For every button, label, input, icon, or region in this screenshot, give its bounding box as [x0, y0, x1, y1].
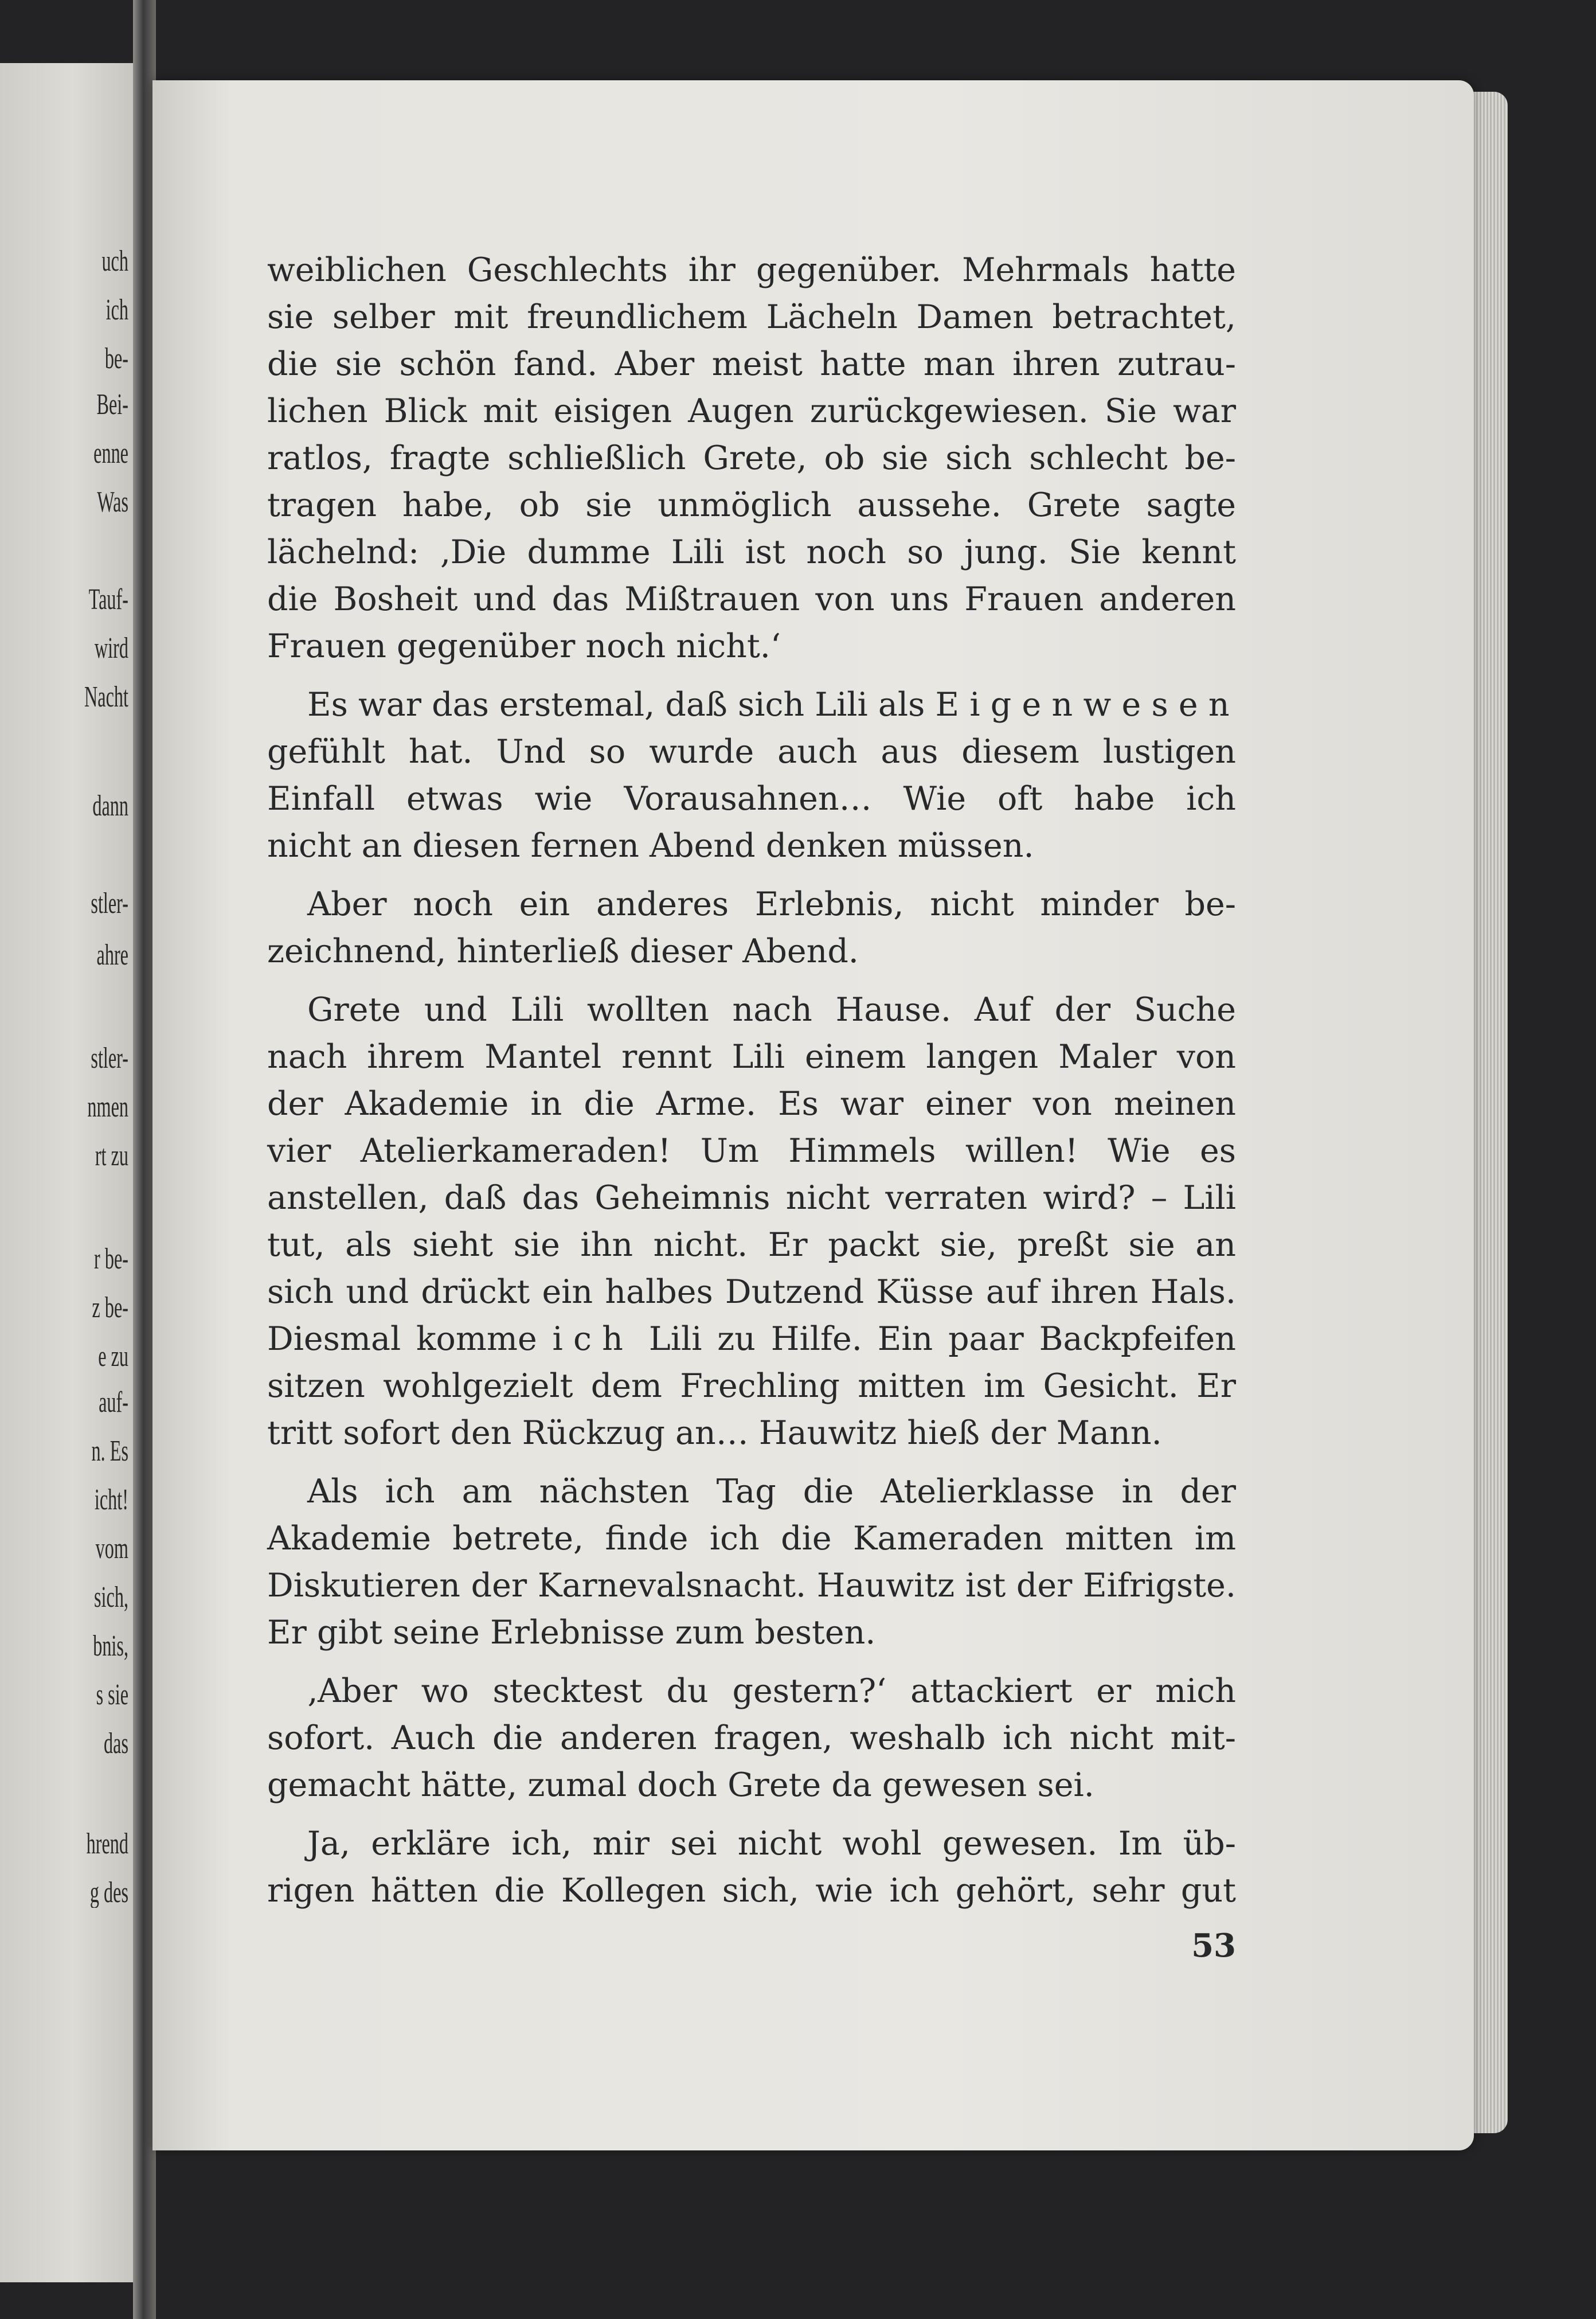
text-line: sich und drückt ein halbes Dutzend Küsse auf ihren Hals.	[267, 1273, 1236, 1311]
text-line: tritt sofort den Rückzug an… Hauwitz hieß der Mann.	[267, 1414, 1162, 1452]
text-line: nicht an diesen fernen Abend denken müssen.	[267, 827, 1034, 865]
left-page-fragment: e zu	[98, 1342, 128, 1372]
left-page-fragment: nmen	[87, 1092, 128, 1122]
text-line: Aber noch ein anderes Erlebnis, nicht minder be-	[307, 885, 1236, 923]
text-line: ‚Aber wo stecktest du gestern?‘ attackiert er mich	[307, 1672, 1236, 1710]
paragraph-3	[267, 881, 1236, 975]
text-line: die Bosheit und das Mißtrauen von uns Frauen anderen	[267, 580, 1236, 618]
left-page-fragment: z be-	[92, 1293, 128, 1323]
text-line: tut, als sieht sie ihn nicht. Er packt sie, preßt sie an	[267, 1226, 1236, 1264]
text-line: gefühlt hat. Und so wurde auch aus diesem lustigen	[267, 733, 1236, 771]
text-line: Er gibt seine Erlebnisse zum besten.	[267, 1614, 876, 1652]
text-line: rigen hätten die Kollegen sich, wie ich gehört, sehr gut	[267, 1872, 1236, 1910]
text-line: sie selber mit freundlichem Lächeln Damen betrachtet,	[267, 298, 1236, 336]
left-page-fragment: be-	[104, 344, 128, 374]
right-page	[152, 80, 1474, 2150]
left-page-fragment: stler-	[91, 1044, 128, 1073]
left-page-fragment: enne	[93, 439, 128, 469]
text-line: Einfall etwas wie Vorausahnen… Wie oft habe ich	[267, 780, 1236, 818]
body-text	[267, 247, 1240, 1926]
text-line: Ja, erkläre ich, mir sei nicht wohl gewesen. Im üb-	[307, 1825, 1236, 1863]
left-page-fragment: Nacht	[84, 682, 128, 712]
text-line: vier Atelierkameraden! Um Himmels willen! Wie es	[267, 1132, 1236, 1170]
text-line: nach ihrem Mantel rennt Lili einem langen Maler von	[267, 1038, 1236, 1076]
text-line: sofort. Auch die anderen fragen, weshalb ich nicht mit-	[267, 1719, 1236, 1757]
spaced-word: Eigenwesen	[935, 686, 1240, 724]
left-page-fragment: n. Es	[91, 1436, 128, 1466]
left-page-fragment: rt zu	[95, 1141, 128, 1171]
paragraph-6	[267, 1668, 1236, 1809]
left-page-fragment: stler-	[91, 889, 128, 919]
left-page-fragment: bnis,	[93, 1631, 128, 1661]
left-page-fragment: Bei-	[96, 390, 128, 420]
text-line: Grete und Lili wollten nach Hause. Auf der Suche	[307, 991, 1236, 1029]
paragraph-1	[267, 247, 1236, 670]
left-page-fragment: Was	[97, 487, 128, 517]
text-line: der Akademie in die Arme. Es war einer von meinen	[267, 1085, 1236, 1123]
text-line: ratlos, fragte schließlich Grete, ob sie sich schlecht be-	[267, 439, 1236, 477]
text-run: Es war das erstemal, daß sich Lili als	[307, 686, 936, 724]
text-run: Diesmal komme	[267, 1320, 553, 1358]
left-page-fragment: vom	[95, 1534, 128, 1564]
page-number: 53	[1191, 1927, 1236, 1965]
text-run: Lili zu Hilfe. Ein paar Backpfeifen	[633, 1320, 1236, 1358]
left-page-fragment: auf-	[99, 1388, 128, 1418]
text-line: weiblichen Geschlechts ihr gegenüber. Mehrmals hatte	[267, 251, 1236, 289]
text-line: lächelnd: ‚Die dumme Lili ist noch so jung. Sie kennt	[267, 533, 1236, 571]
left-page-fragment: icht!	[94, 1485, 128, 1515]
paragraph-4	[267, 986, 1236, 1457]
text-line: lichen Blick mit eisigen Augen zurückgewiesen. Sie war	[267, 392, 1236, 430]
text-line	[267, 681, 1240, 728]
text-line: Akademie betrete, finde ich die Kameraden mitten im	[267, 1520, 1236, 1557]
left-page-fragment: hrend	[86, 1829, 128, 1859]
left-page-fragment: g des	[89, 1878, 128, 1908]
left-page-fragment: ahre	[96, 940, 128, 970]
text-line: zeichnend, hinterließ dieser Abend.	[267, 932, 859, 970]
spaced-word: ich	[552, 1320, 634, 1358]
left-page-fragment: das	[104, 1729, 128, 1759]
text-line: Frauen gegenüber noch nicht.‘	[267, 627, 781, 665]
left-page	[0, 63, 133, 2282]
text-line: anstellen, daß das Geheimnis nicht verraten wird? – Lili	[267, 1179, 1236, 1217]
left-page-fragment: wird	[94, 634, 128, 663]
paragraph-5	[267, 1468, 1236, 1656]
paragraph-7	[267, 1820, 1236, 1914]
text-line	[267, 1315, 1236, 1362]
text-line: tragen habe, ob sie unmöglich aussehe. Grete sagte	[267, 486, 1236, 524]
text-line: Als ich am nächsten Tag die Atelierklasse in der	[307, 1473, 1236, 1510]
left-page-fragment: Tauf-	[88, 585, 128, 615]
text-line: Diskutieren der Karnevalsnacht. Hauwitz ist der Eifrigste.	[267, 1567, 1236, 1604]
left-page-fragment: sich,	[94, 1583, 128, 1613]
left-page-fragment: dann	[92, 791, 128, 821]
paragraph-2	[267, 681, 1240, 869]
text-line: gemacht hätte, zumal doch Grete da gewesen sei.	[267, 1766, 1094, 1804]
left-page-fragment: ich	[105, 295, 128, 325]
left-page-fragment: uch	[101, 247, 128, 276]
text-line: sitzen wohlgezielt dem Frechling mitten im Gesicht. Er	[267, 1367, 1236, 1405]
left-page-fragment: r be-	[94, 1244, 128, 1274]
left-page-fragment: s sie	[96, 1680, 128, 1710]
text-line: die sie schön fand. Aber meist hatte man ihren zutrau-	[267, 345, 1236, 383]
